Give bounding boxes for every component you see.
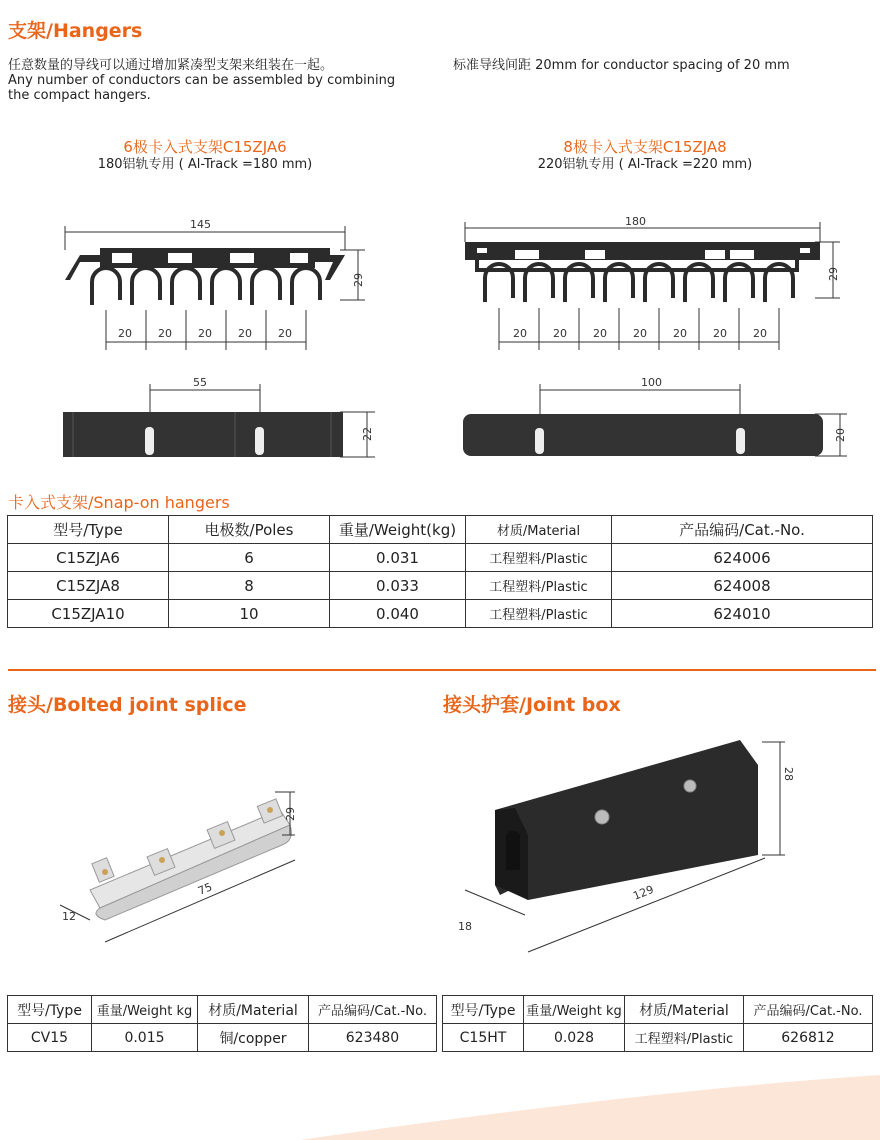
snapon-header-row bbox=[8, 516, 873, 544]
header-type: 型号/Type bbox=[8, 996, 92, 1024]
cell-weight: 0.040 bbox=[330, 600, 466, 628]
header-weight: 重量/Weight(kg) bbox=[330, 516, 466, 544]
header-poles: 电极数/Poles bbox=[169, 516, 330, 544]
header-material: 材质/Material bbox=[198, 996, 309, 1024]
jointbox-drawing bbox=[440, 730, 860, 965]
hangers-intro-left bbox=[8, 58, 428, 103]
table-row bbox=[8, 544, 873, 572]
jointbox-title: 接头护套/Joint box bbox=[443, 694, 621, 716]
header-material: 材质/Material bbox=[625, 996, 744, 1024]
left-product-heading bbox=[80, 136, 330, 172]
cell-material: 工程塑料/Plastic bbox=[466, 544, 612, 572]
cell-poles: 6 bbox=[169, 544, 330, 572]
right-product-sub: 220铝轨专用 ( Al-Track =220 mm) bbox=[537, 157, 753, 172]
right-hanger-side-drawing bbox=[455, 372, 855, 467]
header-type: 型号/Type bbox=[8, 516, 169, 544]
left-spacing-3: 20 bbox=[198, 327, 212, 340]
splice-drawing bbox=[50, 780, 380, 955]
right-spacing-3: 20 bbox=[593, 327, 607, 340]
cell-catno: 626812 bbox=[744, 1024, 873, 1052]
splice-length-dim: 75 bbox=[196, 880, 215, 898]
right-spacing-5: 20 bbox=[673, 327, 687, 340]
cell-catno: 624006 bbox=[612, 544, 873, 572]
cell-catno: 624008 bbox=[612, 572, 873, 600]
right-slot-dim: 100 bbox=[641, 376, 662, 389]
header-weight: 重量/Weight kg bbox=[92, 996, 198, 1024]
hangers-intro-right: 标准导线间距 20mm for conductor spacing of 20 mm bbox=[453, 58, 790, 73]
left-spacing-2: 20 bbox=[158, 327, 172, 340]
intro-en-2: the compact hangers. bbox=[8, 88, 151, 103]
right-spacing-1: 20 bbox=[513, 327, 527, 340]
intro-cn: 任意数量的导线可以通过增加紧凑型支架来组装在一起。 bbox=[8, 58, 334, 73]
header-type: 型号/Type bbox=[443, 996, 524, 1024]
jointbox-width-dim: 18 bbox=[458, 920, 472, 933]
cell-type: C15ZJA8 bbox=[8, 572, 169, 600]
cell-material: 铜/copper bbox=[198, 1024, 309, 1052]
header-catno: 产品编码/Cat.-No. bbox=[744, 996, 873, 1024]
cell-weight: 0.028 bbox=[524, 1024, 625, 1052]
cell-weight: 0.015 bbox=[92, 1024, 198, 1052]
snapon-table bbox=[7, 515, 873, 628]
cell-catno: 624010 bbox=[612, 600, 873, 628]
left-height-dim: 29 bbox=[352, 273, 365, 287]
splice-height-dim: 29 bbox=[284, 807, 297, 821]
cell-poles: 10 bbox=[169, 600, 330, 628]
jointbox-length-dim: 129 bbox=[631, 882, 656, 903]
cell-material: 工程塑料/Plastic bbox=[466, 572, 612, 600]
splice-table bbox=[7, 995, 437, 1052]
cell-material: 工程塑料/Plastic bbox=[625, 1024, 744, 1052]
jointbox-header-row bbox=[443, 996, 873, 1024]
splice-header-row bbox=[8, 996, 437, 1024]
jointbox-table bbox=[442, 995, 873, 1052]
section-divider bbox=[8, 669, 876, 671]
left-width-dim: 145 bbox=[190, 218, 211, 231]
left-spacing-4: 20 bbox=[238, 327, 252, 340]
right-product-title: 8极卡入式支架C15ZJA8 bbox=[563, 138, 727, 156]
left-hanger-side-drawing bbox=[55, 372, 385, 467]
right-spacing-7: 20 bbox=[753, 327, 767, 340]
cell-type: C15HT bbox=[443, 1024, 524, 1052]
cell-catno: 623480 bbox=[309, 1024, 437, 1052]
left-spacing-1: 20 bbox=[118, 327, 132, 340]
jointbox-height-dim: 28 bbox=[782, 767, 795, 781]
right-side-height-dim: 20 bbox=[834, 428, 847, 442]
right-height-dim: 29 bbox=[827, 267, 840, 281]
left-spacing-5: 20 bbox=[278, 327, 292, 340]
cell-type: C15ZJA6 bbox=[8, 544, 169, 572]
left-product-title: 6极卡入式支架C15ZJA6 bbox=[123, 138, 287, 156]
right-spacing-6: 20 bbox=[713, 327, 727, 340]
snapon-title: 卡入式支架/Snap-on hangers bbox=[8, 493, 230, 512]
decorative-swoosh bbox=[0, 1070, 880, 1140]
hangers-title: 支架/Hangers bbox=[8, 20, 143, 42]
right-spacing-2: 20 bbox=[553, 327, 567, 340]
cell-weight: 0.033 bbox=[330, 572, 466, 600]
header-catno: 产品编码/Cat.-No. bbox=[309, 996, 437, 1024]
right-hanger-front-drawing bbox=[455, 210, 860, 355]
left-slot-dim: 55 bbox=[193, 376, 207, 389]
cell-poles: 8 bbox=[169, 572, 330, 600]
left-side-height-dim: 22 bbox=[361, 427, 374, 441]
left-hanger-front-drawing bbox=[40, 210, 380, 355]
table-row bbox=[443, 1024, 873, 1052]
right-width-dim: 180 bbox=[625, 215, 646, 228]
header-material: 材质/Material bbox=[466, 516, 612, 544]
intro-en-1: Any number of conductors can be assembled by combining bbox=[8, 73, 396, 88]
splice-title: 接头/Bolted joint splice bbox=[8, 694, 247, 716]
header-weight: 重量/Weight kg bbox=[524, 996, 625, 1024]
table-row bbox=[8, 572, 873, 600]
cell-material: 工程塑料/Plastic bbox=[466, 600, 612, 628]
right-product-heading bbox=[520, 136, 770, 172]
table-row bbox=[8, 1024, 437, 1052]
header-catno: 产品编码/Cat.-No. bbox=[612, 516, 873, 544]
cell-type: CV15 bbox=[8, 1024, 92, 1052]
left-product-sub: 180铝轨专用 ( Al-Track =180 mm) bbox=[97, 157, 313, 172]
cell-weight: 0.031 bbox=[330, 544, 466, 572]
right-spacing-4: 20 bbox=[633, 327, 647, 340]
splice-width-dim: 12 bbox=[62, 910, 76, 923]
cell-type: C15ZJA10 bbox=[8, 600, 169, 628]
table-row bbox=[8, 600, 873, 628]
